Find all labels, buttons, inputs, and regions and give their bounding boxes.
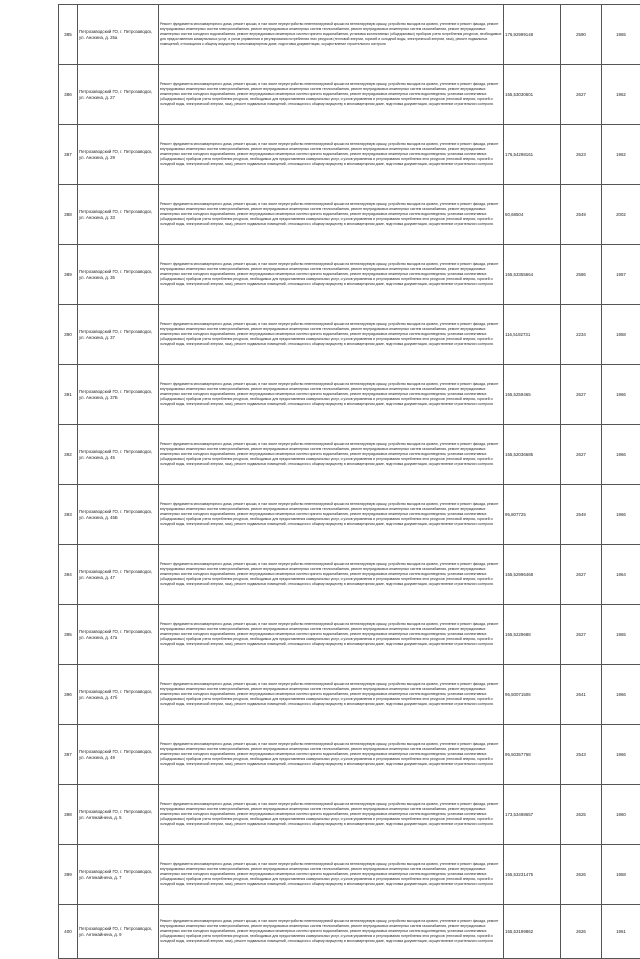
row-year: 1964 xyxy=(602,545,640,605)
row-works xyxy=(159,785,504,845)
row-cost: 155,5259465 xyxy=(504,365,561,425)
table-row xyxy=(59,665,640,725)
row-works xyxy=(159,725,504,785)
row-address: Петрозаводский ГО, г. Петрозаводск, ул. Анохина, д. 27 xyxy=(78,65,159,125)
row-works-text: Ремонт фундамента многоквартирного дома, ремонт крыши, в том числе переустройство невентилируемой крыши на вентилируемую крышу, устройство выходов на кровлю, утепление и ремонт фасада, ремонт внутридомовых инженерных систем электроснабжения, ремонт внутридомовых инженерных систем теплоснабжения, ремонт внутридомовых инженерных систем газоснабжения, ремонт внутридомовых инженерных систем холодного водоснабжения, ремонт внутридомовых инженерных систем горячего водоснабжения, ремонт внутридомовых инженерных систем водоотведения, установка коллективных (общедомовых) приборов учета потребления ресурсов, необходимых для предоставления коммунальных услуг, и узлов управления и регулирования потребления этих ресурсов (тепловой энергии, горячей и холодной воды, электрической энергии, газа), ремонт подвальных помещений, относящихся к общему имуществу в многоквартирном доме, подготовка документации, осуществление строительного контроля xyxy=(160,682,502,707)
row-works xyxy=(159,245,504,305)
row-year: 1966 xyxy=(602,365,640,425)
row-works-text: Ремонт фундамента многоквартирного дома, ремонт крыши, в том числе переустройство невентилируемой крыши на вентилируемую крышу, устройство выходов на кровлю, утепление и ремонт фасада, ремонт внутридомовых инженерных систем электроснабжения, ремонт внутридомовых инженерных систем теплоснабжения, ремонт внутридомовых инженерных систем газоснабжения, ремонт внутридомовых инженерных систем холодного водоснабжения, ремонт внутридомовых инженерных систем горячего водоснабжения, ремонт внутридомовых инженерных систем водоотведения, установка коллективных (общедомовых) приборов учета потребления ресурсов, необходимых для предоставления коммунальных услуг, и узлов управления и регулирования потребления этих ресурсов (тепловой энергии, горячей и холодной воды, электрической энергии, газа), ремонт подвальных помещений, относящихся к общему имуществу в многоквартирном доме, подготовка документации, осуществление строительного контроля xyxy=(160,802,502,827)
row-works xyxy=(159,905,504,959)
row-works-text: Ремонт фундамента многоквартирного дома, ремонт крыши, в том числе переустройство невентилируемой крыши на вентилируемую крышу, устройство выходов на кровлю, утепление и ремонт фасада, ремонт внутридомовых инженерных систем электроснабжения, ремонт внутридомовых инженерных систем теплоснабжения, ремонт внутридомовых инженерных систем газоснабжения, ремонт внутридомовых инженерных систем холодного водоснабжения, ремонт внутридомовых инженерных систем горячего водоснабжения, ремонт внутридомовых инженерных систем водоотведения, установка коллективных (общедомовых) приборов учета потребления ресурсов, необходимых для предоставления коммунальных услуг, и узлов управления и регулирования потребления этих ресурсов (тепловой энергии, горячей и холодной воды, электрической энергии, газа), ремонт подвальных помещений, относящихся к общему имуществу в многоквартирном доме, подготовка документации, осуществление строительного контроля xyxy=(160,862,502,887)
row-cost: 155,52996468 xyxy=(504,545,561,605)
row-area: 2590 xyxy=(561,5,602,65)
row-cost: 155,53355664 xyxy=(504,245,561,305)
row-address: Петрозаводский ГО, г. Петрозаводск, ул. Анохина, д. 29 xyxy=(78,125,159,185)
row-cost: 173,53498657 xyxy=(504,785,561,845)
row-address: Петрозаводский ГО, г. Петрозаводск, ул. Анохина, д. 47а xyxy=(78,605,159,665)
row-area: 2627 xyxy=(561,425,602,485)
row-works-text: Ремонт фундамента многоквартирного дома, ремонт крыши, в том числе переустройство невентилируемой крыши на вентилируемую крышу, устройство выходов на кровлю, утепление и ремонт фасада, ремонт внутридомовых инженерных систем электроснабжения, ремонт внутридомовых инженерных систем теплоснабжения, ремонт внутридомовых инженерных систем газоснабжения, ремонт внутридомовых инженерных систем холодного водоснабжения, ремонт внутридомовых инженерных систем горячего водоснабжения, ремонт внутридомовых инженерных систем водоотведения, установка коллективных (общедомовых) приборов учета потребления ресурсов, необходимых для предоставления коммунальных услуг, и узлов управления и регулирования потребления этих ресурсов (тепловой энергии, горячей и холодной воды, электрической энергии, газа), ремонт подвальных помещений, относящихся к общему имуществу в многоквартирном доме, подготовка документации, осуществление строительного контроля xyxy=(160,919,502,944)
row-number: 388 xyxy=(59,185,78,245)
row-area: 2627 xyxy=(561,65,602,125)
row-year: 1966 xyxy=(602,725,640,785)
row-area: 2626 xyxy=(561,905,602,959)
table-row xyxy=(59,5,640,65)
row-works-text: Ремонт фундамента многоквартирного дома, ремонт крыши, в том числе переустройство невентилируемой крыши на вентилируемую крышу, устройство выходов на кровлю, утепление и ремонт фасада, ремонт внутридомовых инженерных систем электроснабжения, ремонт внутридомовых инженерных систем теплоснабжения, ремонт внутридомовых инженерных систем газоснабжения, ремонт внутридомовых инженерных систем холодного водоснабжения, ремонт внутридомовых инженерных систем горячего водоснабжения, ремонт внутридомовых инженерных систем водоотведения, установка коллективных (общедомовых) приборов учета потребления ресурсов, необходимых для предоставления коммунальных услуг, и узлов управления и регулирования потребления этих ресурсов (тепловой энергии, горячей и холодной воды, электрической энергии, газа), ремонт подвальных помещений, относящихся к общему имуществу в многоквартирном доме, подготовка документации, осуществление строительного контроля xyxy=(160,142,502,167)
row-number: 385 xyxy=(59,5,78,65)
row-year: 1962 xyxy=(602,125,640,185)
table-row xyxy=(59,545,640,605)
row-year: 1961 xyxy=(602,905,640,959)
table-row xyxy=(59,425,640,485)
row-address: Петрозаводский ГО, г. Петрозаводск, ул. Анохина, д. 49 xyxy=(78,725,159,785)
row-address: Петрозаводский ГО, г. Петрозаводск, ул. Антикайнена, д. 5 xyxy=(78,785,159,845)
row-area: 2627 xyxy=(561,365,602,425)
row-number: 387 xyxy=(59,125,78,185)
row-works xyxy=(159,185,504,245)
row-address: Петрозаводский ГО, г. Петрозаводск, ул. Антикайнена, д. 7 xyxy=(78,845,159,905)
row-works xyxy=(159,485,504,545)
row-cost: 50,68504 xyxy=(504,185,561,245)
row-works-text: Ремонт фундамента многоквартирного дома, ремонт крыши, в том числе переустройство невентилируемой крыши на вентилируемую крышу, устройство выходов на кровлю, утепление и ремонт фасада, ремонт внутридомовых инженерных систем электроснабжения, ремонт внутридомовых инженерных систем теплоснабжения, ремонт внутридомовых инженерных систем газоснабжения, ремонт внутридомовых инженерных систем холодного водоснабжения, ремонт внутридомовых инженерных систем горячего водоснабжения, ремонт внутридомовых инженерных систем водоотведения, установка коллективных (общедомовых) приборов учета потребления ресурсов, необходимых для предоставления коммунальных услуг, и узлов управления и регулирования потребления этих ресурсов (тепловой энергии, горячей и холодной воды, электрической энергии, газа), ремонт подвальных помещений, относящихся к общему имуществу в многоквартирном доме, подготовка документации, осуществление строительного контроля xyxy=(160,202,502,227)
row-year: 1962 xyxy=(602,65,640,125)
row-works-text: Ремонт фундамента многоквартирного дома, ремонт крыши, в том числе переустройство невентилируемой крыши на вентилируемую крышу, устройство выходов на кровлю, утепление и ремонт фасада, ремонт внутридомовых инженерных систем электроснабжения, ремонт внутридомовых инженерных систем теплоснабжения, ремонт внутридомовых инженерных систем газоснабжения, ремонт внутридомовых инженерных систем холодного водоснабжения, ремонт внутридомовых инженерных систем горячего водоснабжения, ремонт внутридомовых инженерных систем водоотведения, установка коллективных (общедомовых) приборов учета потребления ресурсов, необходимых для предоставления коммунальных услуг, и узлов управления и регулирования потребления этих ресурсов (тепловой энергии, горячей и холодной воды, электрической энергии, газа), ремонт подвальных помещений, относящихся к общему имуществу в многоквартирном доме, подготовка документации, осуществление строительного контроля xyxy=(160,322,502,347)
row-works xyxy=(159,65,504,125)
table-row xyxy=(59,605,640,665)
row-works xyxy=(159,5,504,65)
row-address: Петрозаводский ГО, г. Петрозаводск, ул. Анохина, д. 45Б xyxy=(78,485,159,545)
row-works-text: Ремонт фундамента многоквартирного дома, ремонт крыши, в том числе переустройство невентилируемой крыши на вентилируемую крышу, устройство выходов на кровлю, утепление и ремонт фасада, ремонт внутридомовых инженерных систем электроснабжения, ремонт внутридомовых инженерных систем теплоснабжения, ремонт внутридомовых инженерных систем газоснабжения, ремонт внутридомовых инженерных систем холодного водоснабжения, ремонт внутридомовых инженерных систем горячего водоснабжения, ремонт внутридомовых инженерных систем водоотведения, установка коллективных (общедомовых) приборов учета потребления ресурсов, необходимых для предоставления коммунальных услуг, и узлов управления и регулирования потребления этих ресурсов (тепловой энергии, горячей и холодной воды, электрической энергии, газа), ремонт подвальных помещений, относящихся к общему имуществу в многоквартирном доме, подготовка документации, осуществление строительного контроля xyxy=(160,562,502,587)
row-number: 396 xyxy=(59,665,78,725)
row-address: Петрозаводский ГО, г. Петрозаводск, ул. Анохина, д. 47 xyxy=(78,545,159,605)
row-works-text: Ремонт фундамента многоквартирного дома, ремонт крыши, в том числе переустройство невентилируемой крыши на вентилируемую крышу, устройство выходов на кровлю, утепление и ремонт фасада, ремонт внутридомовых инженерных систем электроснабжения, ремонт внутридомовых инженерных систем теплоснабжения, ремонт внутридомовых инженерных систем газоснабжения, ремонт внутридомовых инженерных систем холодного водоснабжения, ремонт внутридомовых инженерных систем горячего водоснабжения, ремонт внутридомовых инженерных систем водоотведения, установка коллективных (общедомовых) приборов учета потребления ресурсов, необходимых для предоставления коммунальных услуг, и узлов управления и регулирования потребления этих ресурсов (тепловой энергии, горячей и холодной воды, электрической энергии, газа), ремонт подвальных помещений, относящихся к общему имуществу в многоквартирном доме, подготовка документации, осуществление строительного контроля xyxy=(160,262,502,287)
row-year: 1966 xyxy=(602,485,640,545)
row-area: 2623 xyxy=(561,125,602,185)
table-row xyxy=(59,245,640,305)
row-number: 390 xyxy=(59,305,78,365)
row-works xyxy=(159,125,504,185)
row-number: 386 xyxy=(59,65,78,125)
row-year: 1960 xyxy=(602,785,640,845)
row-cost: 155,53231475 xyxy=(504,845,561,905)
row-works-text: Ремонт фундамента многоквартирного дома, ремонт крыши, в том числе переустройство невентилируемой крыши на вентилируемую крышу, устройство выходов на кровлю, утепление и ремонт фасада, ремонт внутридомовых инженерных систем электроснабжения, ремонт внутридомовых инженерных систем теплоснабжения, ремонт внутридомовых инженерных систем газоснабжения, ремонт внутридомовых инженерных систем холодного водоснабжения, ремонт внутридомовых инженерных систем горячего водоснабжения, ремонт внутридомовых инженерных систем водоотведения, установка коллективных (общедомовых) приборов учета потребления ресурсов, необходимых для предоставления коммунальных услуг, и узлов управления и регулирования потребления этих ресурсов (тепловой энергии, горячей и холодной воды, электрической энергии, газа), ремонт подвальных помещений, относящихся к общему имуществу в многоквартирном доме, подготовка документации, осуществление строительного контроля xyxy=(160,502,502,527)
row-cost: 116,5192731 xyxy=(504,305,561,365)
row-works-text: Ремонт фундамента многоквартирного дома, ремонт крыши, в том числе переустройство невентилируемой крыши на вентилируемую крышу, устройство выходов на кровлю, утепление и ремонт фасада, ремонт внутридомовых инженерных систем электроснабжения, ремонт внутридомовых инженерных систем теплоснабжения, ремонт внутридомовых инженерных систем газоснабжения, ремонт внутридомовых инженерных систем холодного водоснабжения, ремонт внутридомовых инженерных систем горячего водоснабжения, ремонт внутридомовых инженерных систем водоотведения, установка коллективных (общедомовых) приборов учета потребления ресурсов, необходимых для предоставления коммунальных услуг, и узлов управления и регулирования потребления этих ресурсов (тепловой энергии, горячей и холодной воды, электрической энергии, газа), ремонт подвальных помещений, относящихся к общему имуществу в многоквартирном доме, подготовка документации, осуществление строительного контроля xyxy=(160,442,502,467)
row-number: 393 xyxy=(59,485,78,545)
row-works-text: Ремонт фундамента многоквартирного дома, ремонт крыши, в том числе переустройство невентилируемой крыши на вентилируемую крышу, устройство выходов на кровлю, утепление и ремонт фасада, ремонт внутридомовых инженерных систем электроснабжения, ремонт внутридомовых инженерных систем теплоснабжения, ремонт внутридомовых инженерных систем газоснабжения, ремонт внутридомовых инженерных систем холодного водоснабжения, ремонт внутридомовых инженерных систем горячего водоснабжения, ремонт внутридомовых инженерных систем водоотведения, установка коллективных (общедомовых) приборов учета потребления ресурсов, необходимых для предоставления коммунальных услуг, и узлов управления и регулирования потребления этих ресурсов (тепловой энергии, горячей и холодной воды, электрической энергии, газа), ремонт подвальных помещений, относящихся к общему имуществу в многоквартирном доме, подготовка документации, осуществление строительного контроля xyxy=(160,382,502,407)
row-number: 397 xyxy=(59,725,78,785)
row-address: Петрозаводский ГО, г. Петрозаводск, ул. Анохина, д. 33 xyxy=(78,185,159,245)
row-address: Петрозаводский ГО, г. Петрозаводск, ул. Анохина, д. 37 xyxy=(78,305,159,365)
row-cost: 95,50357768 xyxy=(504,725,561,785)
row-year: 2002 xyxy=(602,185,640,245)
row-works xyxy=(159,665,504,725)
table-row xyxy=(59,485,640,545)
row-cost: 155,5229688 xyxy=(504,605,561,665)
row-area: 2549 xyxy=(561,485,602,545)
table-row xyxy=(59,305,640,365)
table-row xyxy=(59,905,640,959)
row-number: 400 xyxy=(59,905,78,959)
row-year: 1958 xyxy=(602,305,640,365)
row-address: Петрозаводский ГО, г. Петрозаводск, ул. Анохина, д. 47б xyxy=(78,665,159,725)
row-address: Петрозаводский ГО, г. Петрозаводск, ул. Антикайнена, д. 9 xyxy=(78,905,159,959)
row-year: 1965 xyxy=(602,5,640,65)
row-works xyxy=(159,425,504,485)
row-cost: 155,53030601 xyxy=(504,65,561,125)
row-area: 2586 xyxy=(561,245,602,305)
row-area: 2626 xyxy=(561,845,602,905)
row-area: 2625 xyxy=(561,785,602,845)
row-cost: 155,53199862 xyxy=(504,905,561,959)
row-number: 389 xyxy=(59,245,78,305)
row-cost: 95,807725 xyxy=(504,485,561,545)
row-works xyxy=(159,605,504,665)
row-area: 2641 xyxy=(561,665,602,725)
table-row xyxy=(59,65,640,125)
row-area: 2627 xyxy=(561,545,602,605)
row-works-text: Ремонт фундамента многоквартирного дома, ремонт крыши, в том числе переустройство невентилируемой крыши на вентилируемую крышу, устройство выходов на кровлю, утепление и ремонт фасада, ремонт внутридомовых инженерных систем электроснабжения, ремонт внутридомовых инженерных систем теплоснабжения, ремонт внутридомовых инженерных систем газоснабжения, ремонт внутридомовых инженерных систем холодного водоснабжения, ремонт внутридомовых инженерных систем горячего водоснабжения, ремонт внутридомовых инженерных систем водоотведения, установка коллективных (общедомовых) приборов учета потребления ресурсов, необходимых для предоставления коммунальных услуг, и узлов управления и регулирования потребления этих ресурсов (тепловой энергии, горячей и холодной воды, электрической энергии, газа), ремонт подвальных помещений, относящихся к общему имуществу в многоквартирном доме, подготовка документации, осуществление строительного контроля xyxy=(160,622,502,647)
repair-program-table xyxy=(58,4,640,959)
row-area: 2234 xyxy=(561,305,602,365)
row-year: 1965 xyxy=(602,605,640,665)
row-year: 1957 xyxy=(602,245,640,305)
table-body xyxy=(59,5,640,959)
row-area: 2543 xyxy=(561,725,602,785)
row-year: 1958 xyxy=(602,845,640,905)
row-year: 1966 xyxy=(602,665,640,725)
table-row xyxy=(59,125,640,185)
row-number: 398 xyxy=(59,785,78,845)
row-works-text: Ремонт фундамента многоквартирного дома, ремонт крыши, в том числе переустройство невентилируемой крыши на вентилируемую крышу, устройство выходов на кровлю, утепление и ремонт фасада, ремонт внутридомовых инженерных систем электроснабжения, ремонт внутридомовых инженерных систем теплоснабжения, ремонт внутридомовых инженерных систем газоснабжения, ремонт внутридомовых инженерных систем холодного водоснабжения, ремонт внутридомовых инженерных систем горячего водоснабжения, ремонт внутридомовых инженерных систем водоотведения, установка коллективных (общедомовых) приборов учета потребления ресурсов, необходимых для предоставления коммунальных услуг, и узлов управления и регулирования потребления этих ресурсов (тепловой энергии, горячей и холодной воды, электрической энергии, газа), ремонт подвальных помещений, относящихся к общему имуществу в многоквартирном доме, подготовка документации, осуществление строительного контроля xyxy=(160,82,502,107)
row-works xyxy=(159,305,504,365)
row-works xyxy=(159,365,504,425)
row-cost: 176,92999148 xyxy=(504,5,561,65)
row-number: 399 xyxy=(59,845,78,905)
row-number: 392 xyxy=(59,425,78,485)
row-area: 2549 xyxy=(561,185,602,245)
table-row xyxy=(59,785,640,845)
table-row xyxy=(59,725,640,785)
table-row xyxy=(59,845,640,905)
table-row xyxy=(59,365,640,425)
row-number: 391 xyxy=(59,365,78,425)
row-works xyxy=(159,545,504,605)
row-works xyxy=(159,845,504,905)
row-number: 395 xyxy=(59,605,78,665)
row-cost: 95,50071506 xyxy=(504,665,561,725)
row-year: 1966 xyxy=(602,425,640,485)
row-address: Петрозаводский ГО, г. Петрозаводск, ул. Анохина, д. 25а xyxy=(78,5,159,65)
row-area: 2627 xyxy=(561,605,602,665)
row-address: Петрозаводский ГО, г. Петрозаводск, ул. Анохина, д. 35 xyxy=(78,245,159,305)
row-number: 394 xyxy=(59,545,78,605)
row-address: Петрозаводский ГО, г. Петрозаводск, ул. Анохина, д. 37Б xyxy=(78,365,159,425)
row-address: Петрозаводский ГО, г. Петрозаводск, ул. Анохина, д. 45 xyxy=(78,425,159,485)
row-works-text: Ремонт фундамента многоквартирного дома, ремонт крыши, в том числе переустройство невентилируемой крыши на вентилируемую крышу, устройство выходов на кровлю, утепление и ремонт фасада, ремонт внутридомовых инженерных систем электроснабжения, ремонт внутридомовых инженерных систем теплоснабжения, ремонт внутридомовых инженерных систем газоснабжения, ремонт внутридомовых инженерных систем холодного водоснабжения, ремонт внутридомовых инженерных систем горячего водоснабжения, установка коллективных (общедомовых) приборов учета потребления ресурсов, необходимых для предоставления коммунальных услуг, и узлов управления и регулирования потребления этих ресурсов (тепловой энергии, горячей и холодной воды, электрической энергии, газа), ремонт подвальных помещений, относящихся к общему имуществу в многоквартирном доме, подготовка документации, осуществление строительного контроля xyxy=(160,22,502,47)
row-works-text: Ремонт фундамента многоквартирного дома, ремонт крыши, в том числе переустройство невентилируемой крыши на вентилируемую крышу, устройство выходов на кровлю, утепление и ремонт фасада, ремонт внутридомовых инженерных систем электроснабжения, ремонт внутридомовых инженерных систем теплоснабжения, ремонт внутридомовых инженерных систем газоснабжения, ремонт внутридомовых инженерных систем холодного водоснабжения, ремонт внутридомовых инженерных систем горячего водоснабжения, ремонт внутридомовых инженерных систем водоотведения, установка коллективных (общедомовых) приборов учета потребления ресурсов, необходимых для предоставления коммунальных услуг, и узлов управления и регулирования потребления этих ресурсов (тепловой энергии, горячей и холодной воды, электрической энергии, газа), ремонт подвальных помещений, относящихся к общему имуществу в многоквартирном доме, подготовка документации, осуществление строительного контроля xyxy=(160,742,502,767)
row-cost: 155,52036685 xyxy=(504,425,561,485)
row-cost: 176,54298161 xyxy=(504,125,561,185)
table-row xyxy=(59,185,640,245)
